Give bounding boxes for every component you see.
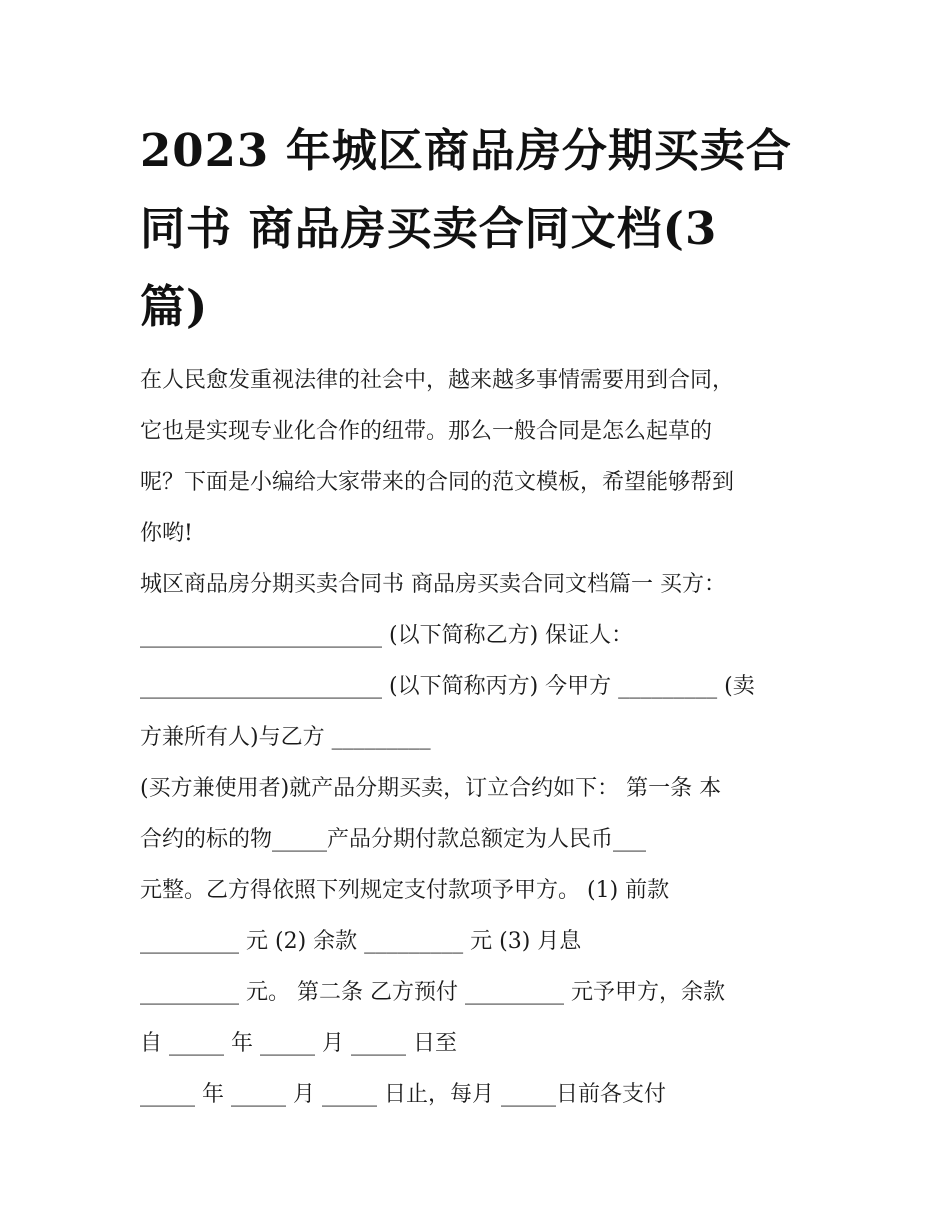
body-line: 元整。乙方得依照下列规定支付款项予甲方。 (1) 前款 bbox=[140, 878, 670, 903]
body-line: 在人民愈发重视法律的社会中，越来越多事情需要用到合同， bbox=[140, 368, 735, 393]
body-line: ______________________ (以下简称丙方) 今甲方 _________ (卖 bbox=[140, 674, 755, 699]
body-line: 呢？下面是小编给大家带来的合同的范文模板，希望能够帮到 bbox=[140, 470, 735, 495]
body-line: ______________________ (以下简称乙方) 保证人： bbox=[140, 623, 634, 648]
title-line: 同书 商品房买卖合同文档(3 bbox=[140, 202, 718, 255]
body-line: 自 _____ 年 _____ 月 _____ 日至 bbox=[140, 1031, 457, 1056]
document-body bbox=[140, 355, 840, 1120]
body-line: 城区商品房分期买卖合同书 商品房买卖合同文档篇一 买方： bbox=[140, 572, 726, 597]
body-line: _____ 年 _____ 月 _____ 日止，每月 _____日前各支付 bbox=[140, 1082, 666, 1107]
document-title bbox=[140, 112, 820, 346]
body-line: 你哟! bbox=[140, 521, 193, 546]
body-line: _________ 元。 第二条 乙方预付 _________ 元予甲方，余款 bbox=[140, 980, 725, 1005]
body-line: 合约的标的物_____产品分期付款总额定为人民币___ bbox=[140, 827, 647, 852]
body-line: 方兼所有人)与乙方 _________ bbox=[140, 725, 431, 750]
body-line: 它也是实现专业化合作的纽带。那么一般合同是怎么起草的 bbox=[140, 419, 713, 444]
body-line: (买方兼使用者)就产品分期买卖，订立合约如下： 第一条 本 bbox=[140, 776, 722, 801]
title-line: 篇) bbox=[140, 280, 209, 333]
title-line: 2023 年城区商品房分期买卖合 bbox=[140, 124, 792, 177]
body-line: _________ 元 (2) 余款 _________ 元 (3) 月息 bbox=[140, 929, 582, 954]
